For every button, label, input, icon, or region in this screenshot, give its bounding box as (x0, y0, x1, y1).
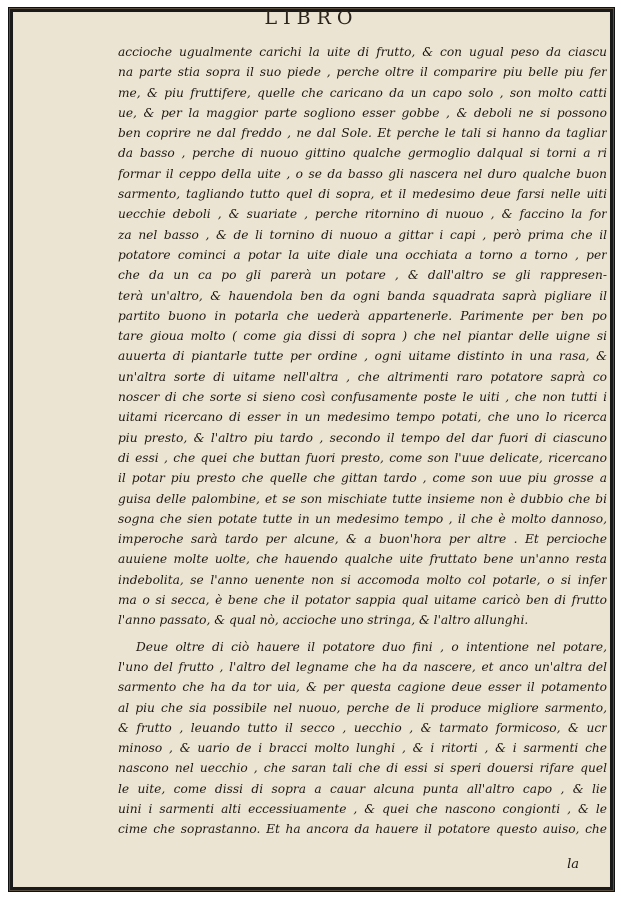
text-line: accioche ugualmente carichi la uite di frutto, & con ugual peso da ciascu (118, 45, 607, 59)
text-line: ma o si secca, è bene che il potator sappia qual uitame caricò ben di frutto (118, 593, 607, 608)
text-line: nascono nel uecchio , che saran tali che di essi si speri douersi rifare quel (118, 761, 607, 776)
text-line: da basso , perche di nuouo gittino qualche germoglio dalqual si torni a ri (118, 146, 607, 161)
text-line: Deue oltre di ciò hauere il potatore duo fini , o intentione nel potare, (136, 639, 607, 654)
text-block (118, 42, 607, 840)
text-line: me, & piu fruttifere, quelle che caricano da un capo solo , son molto catti (118, 85, 607, 100)
text-line: guisa delle palombine, et se son mischiate tutte insieme non è dubbio che bi (118, 491, 607, 506)
page-frame (9, 8, 614, 891)
text-line: na parte stia sopra il suo piede , perche oltre il comparire piu belle piu fer (118, 65, 607, 80)
text-line: sogna che sien potate tutte in un medesimo tempo , il che è molto dannoso, (118, 511, 607, 526)
text-line: potatore cominci a potar la uite diale una occhiata a torno a torno , per (118, 247, 607, 262)
text-line: formar il ceppo della uite , o se da basso gli nascera nel duro qualche buon (118, 166, 607, 181)
text-line: imperoche sarà tardo per alcune, & a buon'hora per altre . Et percioche (118, 532, 607, 547)
text-line: partito buono in potarla che uederà appartenerle. Parimente per ben po (118, 308, 607, 323)
text-line: sarmento che ha da tor uia, & per questa cagione deue esser il potamento (118, 680, 607, 695)
book-page (14, 8, 609, 886)
text-line: uecchie deboli , & suariate , perche ritornino di nuouo , & faccino la for (118, 207, 607, 222)
text-line: sarmento, tagliando tutto quel di sopra, et il medesimo deue farsi nelle uiti (118, 187, 607, 202)
text-line: le uite, come dissi di sopra a cauar alcuna punta all'altro capo , & lie (118, 781, 607, 796)
text-line: auuerta di piantarle tutte per ordine , ogni uitame distinto in una rasa, & (118, 349, 607, 364)
text-line: minoso , & uario de i bracci molto lunghi , & i ritorti , & i sarmenti che (118, 741, 607, 756)
text-line: uini i sarmenti alti eccessiuamente , & quei che nascono congionti , & le (118, 801, 607, 816)
text-line: uitami ricercano di esser in un medesimo tempo potati, che uno lo ricerca (118, 410, 607, 425)
catchword: la (567, 857, 579, 872)
text-line: cime che soprastanno. Et ha ancora da hauere il potatore questo auiso, che (118, 822, 607, 837)
text-line: auuiene molte uolte, che hauendo qualche uite fruttato bene un'anno resta (118, 552, 607, 567)
text-line: che da un ca po gli parerà un potare , & dall'altro se gli rappresen- (118, 268, 607, 283)
text-line: terà un'altro, & hauendola ben da ogni banda squadrata saprà pigliare il (118, 288, 607, 303)
text-line: il potar piu presto che quelle che gittan tardo , come son uue piu grosse a (118, 471, 607, 486)
text-line: al piu che sia possibile nel nuouo, perche de li produce migliore sarmento, (118, 700, 607, 715)
text-line: un'altra sorte di uitame nell'altra , che altrimenti raro potatore saprà co (118, 369, 607, 384)
text-line: piu presto, & l'altro piu tardo , secondo il tempo del dar fuori di ciascuno (118, 430, 607, 445)
text-line: ue, & per la maggior parte sogliono esser gobbe , & deboli ne si possono (118, 105, 607, 120)
text-line: tare gioua molto ( come gia dissi di sopra ) che nel piantar delle uigne si (118, 329, 607, 344)
running-head: LIBRO (264, 8, 359, 29)
text-line: noscer di che sorte si sieno così confusamente poste le uiti , che non tutti i (118, 390, 607, 405)
text-line: ben coprire ne dal freddo , ne dal Sole. Et perche le tali si hanno da tagliar (118, 126, 607, 141)
text-line: l'anno passato, & qual nò, accioche uno stringa, & l'altro allunghi. (118, 613, 529, 628)
text-line: l'uno del frutto , l'altro del legname che ha da nascere, et anco un'altra del (118, 659, 607, 674)
text-line: di essi , che quei che buttan fuori presto, come son l'uue delicate, ricercano (118, 450, 607, 465)
text-line: & frutto , leuando tutto il secco , uecchio , & tarmato formicoso, & ucr (118, 720, 607, 735)
text-line: za nel basso , & de li tornino di nuouo a gittar i capi , però prima che il (118, 227, 607, 242)
text-line: indebolita, se l'anno uenente non si accomoda molto col potarle, o si infer (118, 572, 607, 587)
